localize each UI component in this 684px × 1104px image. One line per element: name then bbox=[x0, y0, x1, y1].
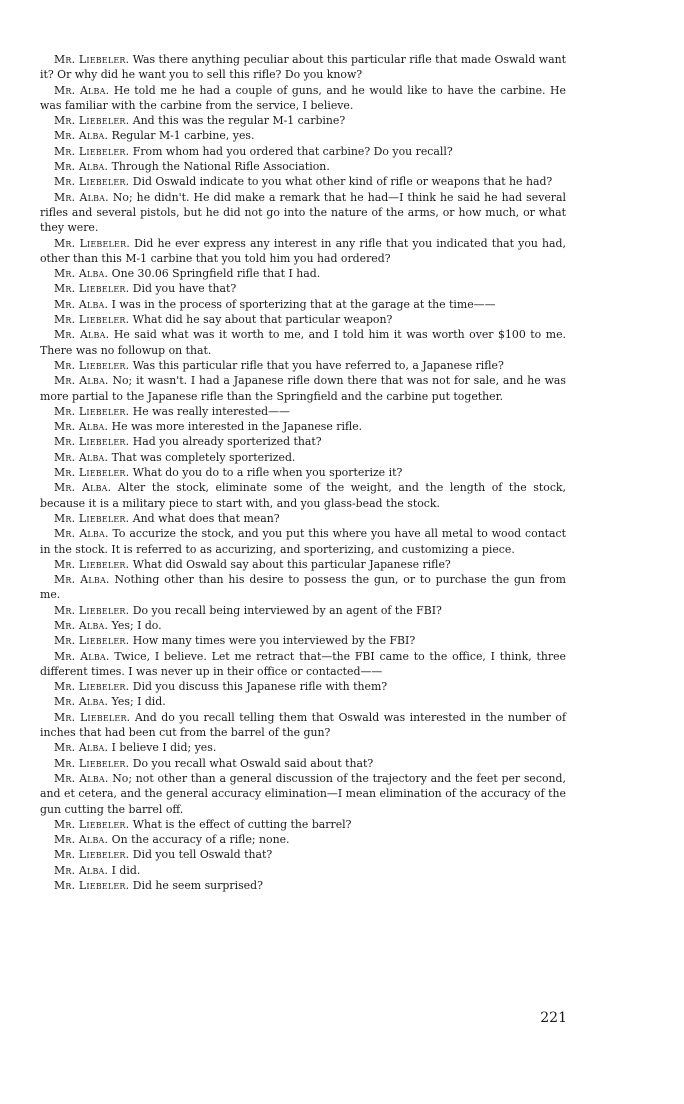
transcript-paragraph bbox=[40, 465, 566, 480]
speaker-label: Mr. Liebeler. bbox=[54, 557, 130, 571]
speech-text: No; he didn't. He did make a remark that he had—I think he said he had several rifles and several pistols, but he did not go into the nature of the arms, or how much, or what they were. bbox=[40, 190, 566, 235]
speech-text: He told me he had a couple of guns, and he would like to have the carbine. He was familiar with the carbine from the service, I believe. bbox=[40, 83, 566, 112]
speaker-label: Mr. Alba. bbox=[54, 297, 109, 311]
speaker-label: Mr. Liebeler. bbox=[54, 756, 130, 770]
speaker-label: Mr. Alba. bbox=[54, 129, 109, 143]
transcript-paragraph bbox=[40, 190, 566, 236]
speech-text: Did you have that? bbox=[129, 282, 237, 296]
speech-text: Nothing other than his desire to possess the gun, or to purchase the gun from me. bbox=[40, 573, 567, 602]
speaker-label: Mr. Liebeler. bbox=[54, 236, 130, 250]
transcript-paragraph bbox=[40, 618, 566, 633]
speech-text: No; it wasn't. I had a Japanese rifle down there that was not for sale, and he was more partial to the Japanese rifle than the Springfield and the carbine put together. bbox=[40, 374, 566, 403]
speech-text: Through the National Rifle Association. bbox=[108, 160, 330, 174]
speech-text: Did he seem surprised? bbox=[129, 879, 263, 893]
transcript-paragraph bbox=[40, 144, 566, 159]
transcript-paragraph bbox=[40, 526, 566, 557]
speaker-label: Mr. Alba. bbox=[54, 328, 110, 342]
transcript-paragraph bbox=[40, 756, 566, 771]
speech-text: Do you recall what Oswald said about that? bbox=[129, 756, 374, 770]
speech-text: He said what was it worth to me, and I told him it was worth over $100 to me. There was no followup on that. bbox=[40, 328, 566, 357]
transcript-paragraph bbox=[40, 52, 566, 83]
speaker-label: Mr. Liebeler. bbox=[54, 710, 131, 724]
transcript-paragraph bbox=[40, 327, 566, 358]
transcript-paragraph bbox=[40, 83, 566, 114]
speech-text: Did you tell Oswald that? bbox=[129, 848, 273, 862]
transcript-paragraph bbox=[40, 434, 566, 449]
speaker-label: Mr. Liebeler. bbox=[54, 511, 130, 525]
speaker-label: Mr. Alba. bbox=[54, 771, 109, 785]
speech-text: Yes; I did. bbox=[108, 695, 166, 709]
speech-text: Did Oswald indicate to you what other kind of rifle or weapons that he had? bbox=[129, 175, 553, 189]
speaker-label: Mr. Alba. bbox=[54, 527, 109, 541]
speech-text: That was completely sporterized. bbox=[108, 450, 296, 464]
transcript-paragraph bbox=[40, 771, 566, 817]
speaker-label: Mr. Alba. bbox=[54, 374, 109, 388]
transcript-paragraph bbox=[40, 113, 566, 128]
transcript-paragraph bbox=[40, 419, 566, 434]
speech-text: Did he ever express any interest in any rifle that you indicated that you had, other than this M-1 carbine that you told him you had ordered? bbox=[40, 236, 566, 265]
speaker-label: Mr. Alba. bbox=[54, 695, 109, 709]
speech-text: To accurize the stock, and you put this where you have all metal to wood contact in the stock. It is referred to as accurizing, and sporterizing, and customizing a piece. bbox=[40, 527, 567, 556]
speech-text: I believe I did; yes. bbox=[108, 741, 217, 755]
speaker-label: Mr. Liebeler. bbox=[54, 634, 130, 648]
speech-text: He was really interested—— bbox=[129, 404, 290, 418]
speaker-label: Mr. Liebeler. bbox=[54, 313, 130, 327]
transcript-paragraph bbox=[40, 480, 566, 511]
speaker-label: Mr. Liebeler. bbox=[54, 603, 130, 617]
speech-text: And do you recall telling them that Oswald was interested in the number of inches that had been cut from the barrel of the gun? bbox=[40, 710, 566, 740]
speech-text: And what does that mean? bbox=[129, 511, 280, 525]
speech-text: He was more interested in the Japanese rifle. bbox=[108, 420, 363, 434]
speech-text: What did he say about that particular weapon? bbox=[129, 313, 393, 327]
speaker-label: Mr. Alba. bbox=[54, 450, 109, 464]
transcript-paragraph bbox=[40, 572, 566, 603]
speech-text: One 30.06 Springfield rifle that I had. bbox=[108, 267, 321, 281]
transcript-paragraph bbox=[40, 557, 566, 572]
transcript-paragraph bbox=[40, 450, 566, 465]
speaker-label: Mr. Alba. bbox=[54, 618, 109, 632]
speaker-label: Mr. Liebeler. bbox=[54, 817, 130, 831]
speech-text: From whom had you ordered that carbine? Do you recall? bbox=[129, 144, 453, 158]
transcript-paragraph bbox=[40, 710, 566, 741]
speech-text: Twice, I believe. Let me retract that—the FBI came to the office, I think, three different times. I was never up in their office or contacted—— bbox=[40, 649, 566, 678]
transcript-paragraph bbox=[40, 832, 566, 847]
speech-text: Do you recall being interviewed by an agent of the FBI? bbox=[129, 603, 442, 617]
speaker-label: Mr. Liebeler. bbox=[54, 175, 130, 189]
speech-text: I was in the process of sporterizing that at the garage at the time—— bbox=[108, 297, 496, 311]
speaker-label: Mr. Liebeler. bbox=[54, 435, 130, 449]
speech-text: What did Oswald say about this particular Japanese rifle? bbox=[129, 557, 451, 571]
speaker-label: Mr. Alba. bbox=[54, 190, 109, 204]
speaker-label: Mr. Alba. bbox=[54, 160, 109, 174]
speech-text: No; not other than a general discussion of the trajectory and the feet per second, and et cetera, and the general accuracy elimination—I mean elimination of the accuracy of the gun cutting the barrel off. bbox=[40, 771, 566, 816]
transcript-paragraph bbox=[40, 312, 566, 327]
speech-text: Regular M-1 carbine, yes. bbox=[108, 129, 255, 143]
transcript-paragraph bbox=[40, 603, 566, 618]
speech-text: Alter the stock, eliminate some of the weight, and the length of the stock, because it is a military piece to start with, and you glass-bead the stock. bbox=[40, 481, 566, 510]
speaker-label: Mr. Liebeler. bbox=[54, 404, 130, 418]
speaker-label: Mr. Liebeler. bbox=[54, 680, 130, 694]
speech-text: Had you already sporterized that? bbox=[129, 435, 322, 449]
transcript-paragraph bbox=[40, 878, 566, 893]
transcript-paragraph bbox=[40, 740, 566, 755]
transcript-paragraph bbox=[40, 358, 566, 373]
speaker-label: Mr. Liebeler. bbox=[54, 466, 130, 480]
transcript-paragraph bbox=[40, 236, 566, 267]
speaker-label: Mr. Liebeler. bbox=[54, 114, 130, 128]
transcript-paragraph bbox=[40, 649, 566, 680]
speech-text: Yes; I do. bbox=[108, 618, 162, 632]
transcript-paragraph bbox=[40, 266, 566, 281]
speaker-label: Mr. Alba. bbox=[54, 83, 110, 97]
speaker-label: Mr. Liebeler. bbox=[54, 144, 130, 158]
speaker-label: Mr. Alba. bbox=[54, 481, 112, 495]
transcript-paragraph bbox=[40, 694, 566, 709]
speech-text: What do you do to a rifle when you sporterize it? bbox=[129, 466, 403, 480]
transcript-paragraph bbox=[40, 373, 566, 404]
transcript-paragraph bbox=[40, 679, 566, 694]
speaker-label: Mr. Liebeler. bbox=[54, 879, 130, 893]
transcript-paragraph bbox=[40, 847, 566, 862]
speech-text: What is the effect of cutting the barrel? bbox=[129, 817, 352, 831]
transcript-body bbox=[40, 52, 566, 893]
speaker-label: Mr. Alba. bbox=[54, 573, 110, 587]
speech-text: Was there anything peculiar about this particular rifle that made Oswald want it? Or why did he want you to sell this rifle? Do you know? bbox=[40, 53, 566, 82]
transcript-paragraph bbox=[40, 174, 566, 189]
speech-text: I did. bbox=[108, 863, 141, 877]
transcript-paragraph bbox=[40, 863, 566, 878]
speaker-label: Mr. Alba. bbox=[54, 267, 109, 281]
speech-text: And this was the regular M-1 carbine? bbox=[129, 114, 346, 128]
speaker-label: Mr. Liebeler. bbox=[54, 282, 130, 296]
transcript-paragraph bbox=[40, 511, 566, 526]
transcript-paragraph bbox=[40, 633, 566, 648]
speaker-label: Mr. Alba. bbox=[54, 649, 110, 663]
speaker-label: Mr. Liebeler. bbox=[54, 358, 130, 372]
speech-text: Did you discuss this Japanese rifle with them? bbox=[129, 680, 388, 694]
transcript-paragraph bbox=[40, 128, 566, 143]
speaker-label: Mr. Liebeler. bbox=[54, 53, 130, 66]
speaker-label: Mr. Alba. bbox=[54, 833, 109, 847]
transcript-paragraph bbox=[40, 817, 566, 832]
transcript-paragraph bbox=[40, 281, 566, 296]
speech-text: On the accuracy of a rifle; none. bbox=[108, 833, 290, 847]
speech-text: Was this particular rifle that you have referred to, a Japanese rifle? bbox=[129, 358, 504, 372]
page-number: 221 bbox=[540, 1010, 567, 1026]
transcript-paragraph bbox=[40, 159, 566, 174]
transcript-paragraph bbox=[40, 404, 566, 419]
transcript-paragraph bbox=[40, 297, 566, 312]
speech-text: How many times were you interviewed by the FBI? bbox=[129, 634, 416, 648]
speaker-label: Mr. Alba. bbox=[54, 420, 109, 434]
speaker-label: Mr. Liebeler. bbox=[54, 848, 130, 862]
speaker-label: Mr. Alba. bbox=[54, 863, 109, 877]
speaker-label: Mr. Alba. bbox=[54, 741, 109, 755]
